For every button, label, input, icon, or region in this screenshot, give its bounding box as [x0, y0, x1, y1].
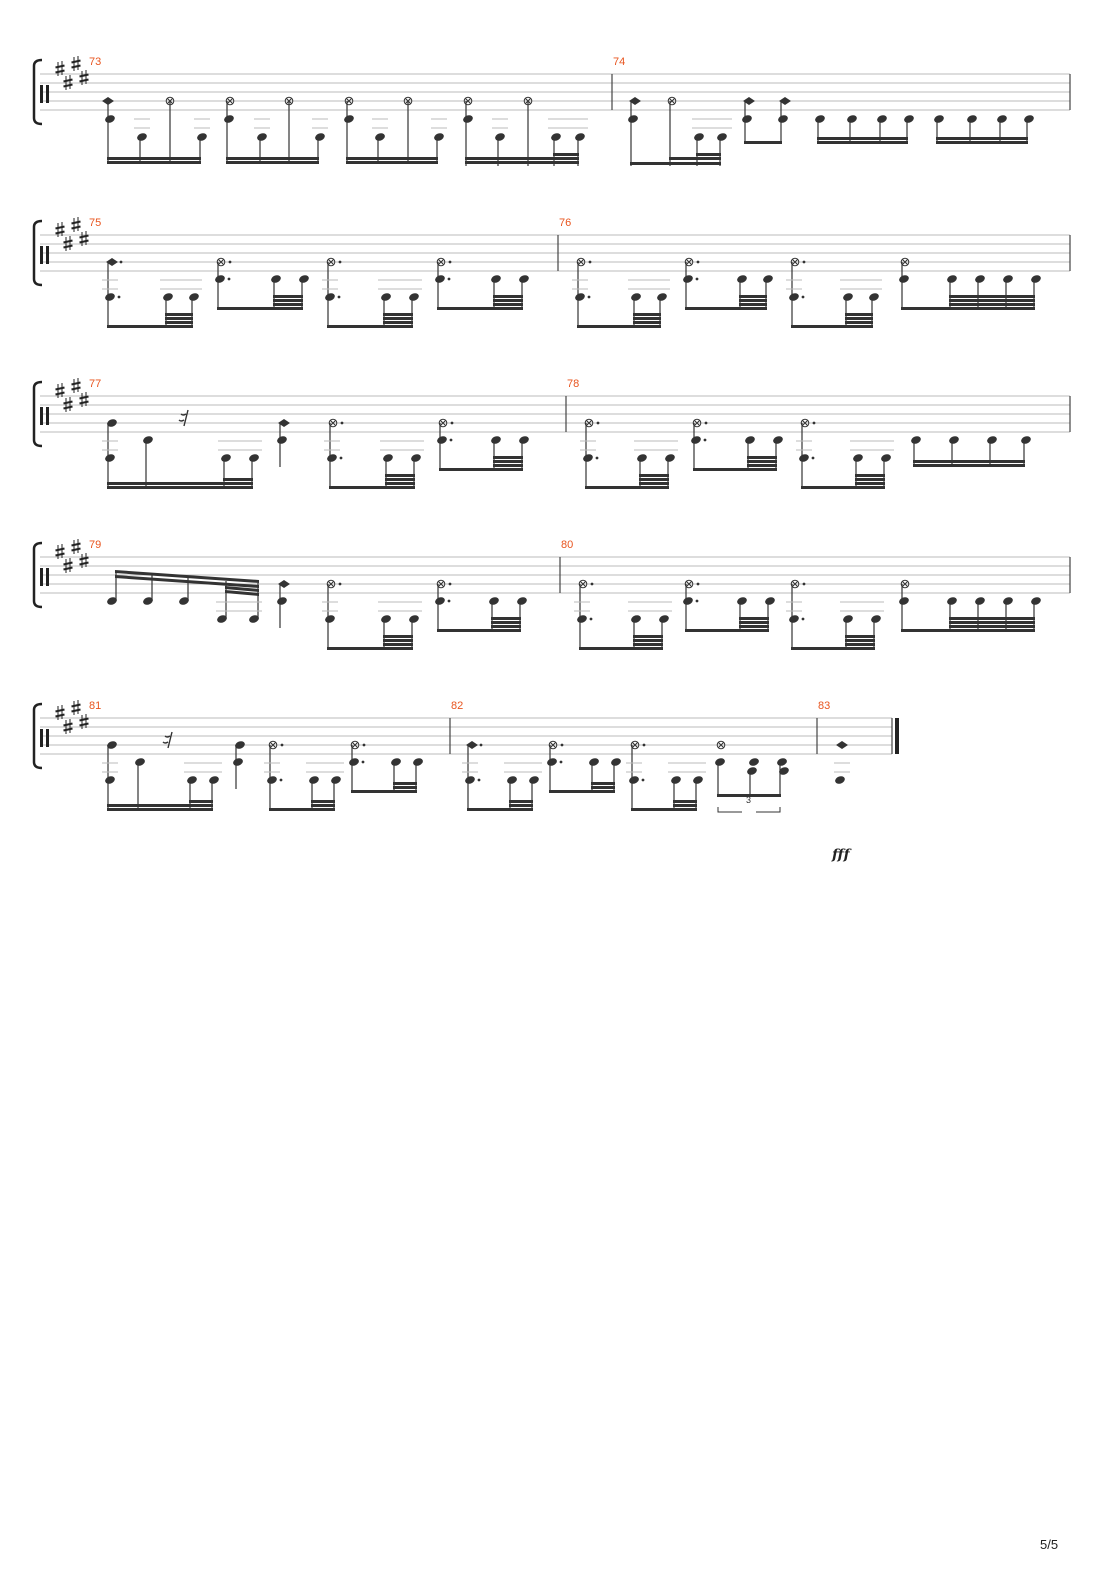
key-signature — [56, 539, 89, 573]
measure-number: 80 — [561, 539, 574, 551]
measure-number: 81 — [89, 700, 102, 712]
tuplet-bracket — [718, 807, 780, 812]
measure-number: 83 — [818, 700, 831, 712]
note-group — [102, 97, 1035, 166]
key-signature — [56, 217, 89, 251]
measure-number: 73 — [89, 56, 102, 68]
measure-number: 78 — [567, 378, 580, 390]
note-group — [102, 410, 1032, 489]
percussion-clef — [40, 568, 49, 586]
measure-number: 76 — [559, 217, 572, 229]
percussion-clef — [40, 407, 49, 425]
staff-lines — [40, 557, 1070, 593]
measure-number: 79 — [89, 539, 102, 551]
system-2 — [34, 217, 1070, 328]
measure-number: 74 — [613, 56, 626, 68]
staff-lines — [40, 235, 1070, 271]
measure-number: 82 — [451, 700, 464, 712]
note-group — [102, 258, 1042, 328]
sixteenth-rest — [163, 732, 172, 748]
percussion-clef — [40, 85, 49, 103]
system-3 — [34, 378, 1070, 489]
key-signature — [56, 700, 89, 734]
staff-lines — [40, 74, 1070, 110]
staff-lines — [40, 396, 1070, 432]
measure-number: 77 — [89, 378, 102, 390]
system-4 — [34, 539, 1070, 650]
page-number: 5/5 — [1040, 1537, 1059, 1552]
key-signature — [56, 56, 89, 90]
dynamic-marking: fff — [832, 847, 850, 863]
measure-number: 75 — [89, 217, 102, 229]
system-1 — [34, 56, 1070, 166]
key-signature — [56, 378, 89, 412]
staff-lines — [40, 718, 892, 754]
tuplet-number: 3 — [746, 795, 752, 805]
sixteenth-rest — [179, 410, 188, 426]
note-group — [102, 732, 850, 812]
system-5 — [34, 700, 899, 863]
final-barline — [892, 718, 899, 754]
percussion-clef — [40, 246, 49, 264]
note-group — [106, 570, 1042, 650]
percussion-clef — [40, 729, 49, 747]
